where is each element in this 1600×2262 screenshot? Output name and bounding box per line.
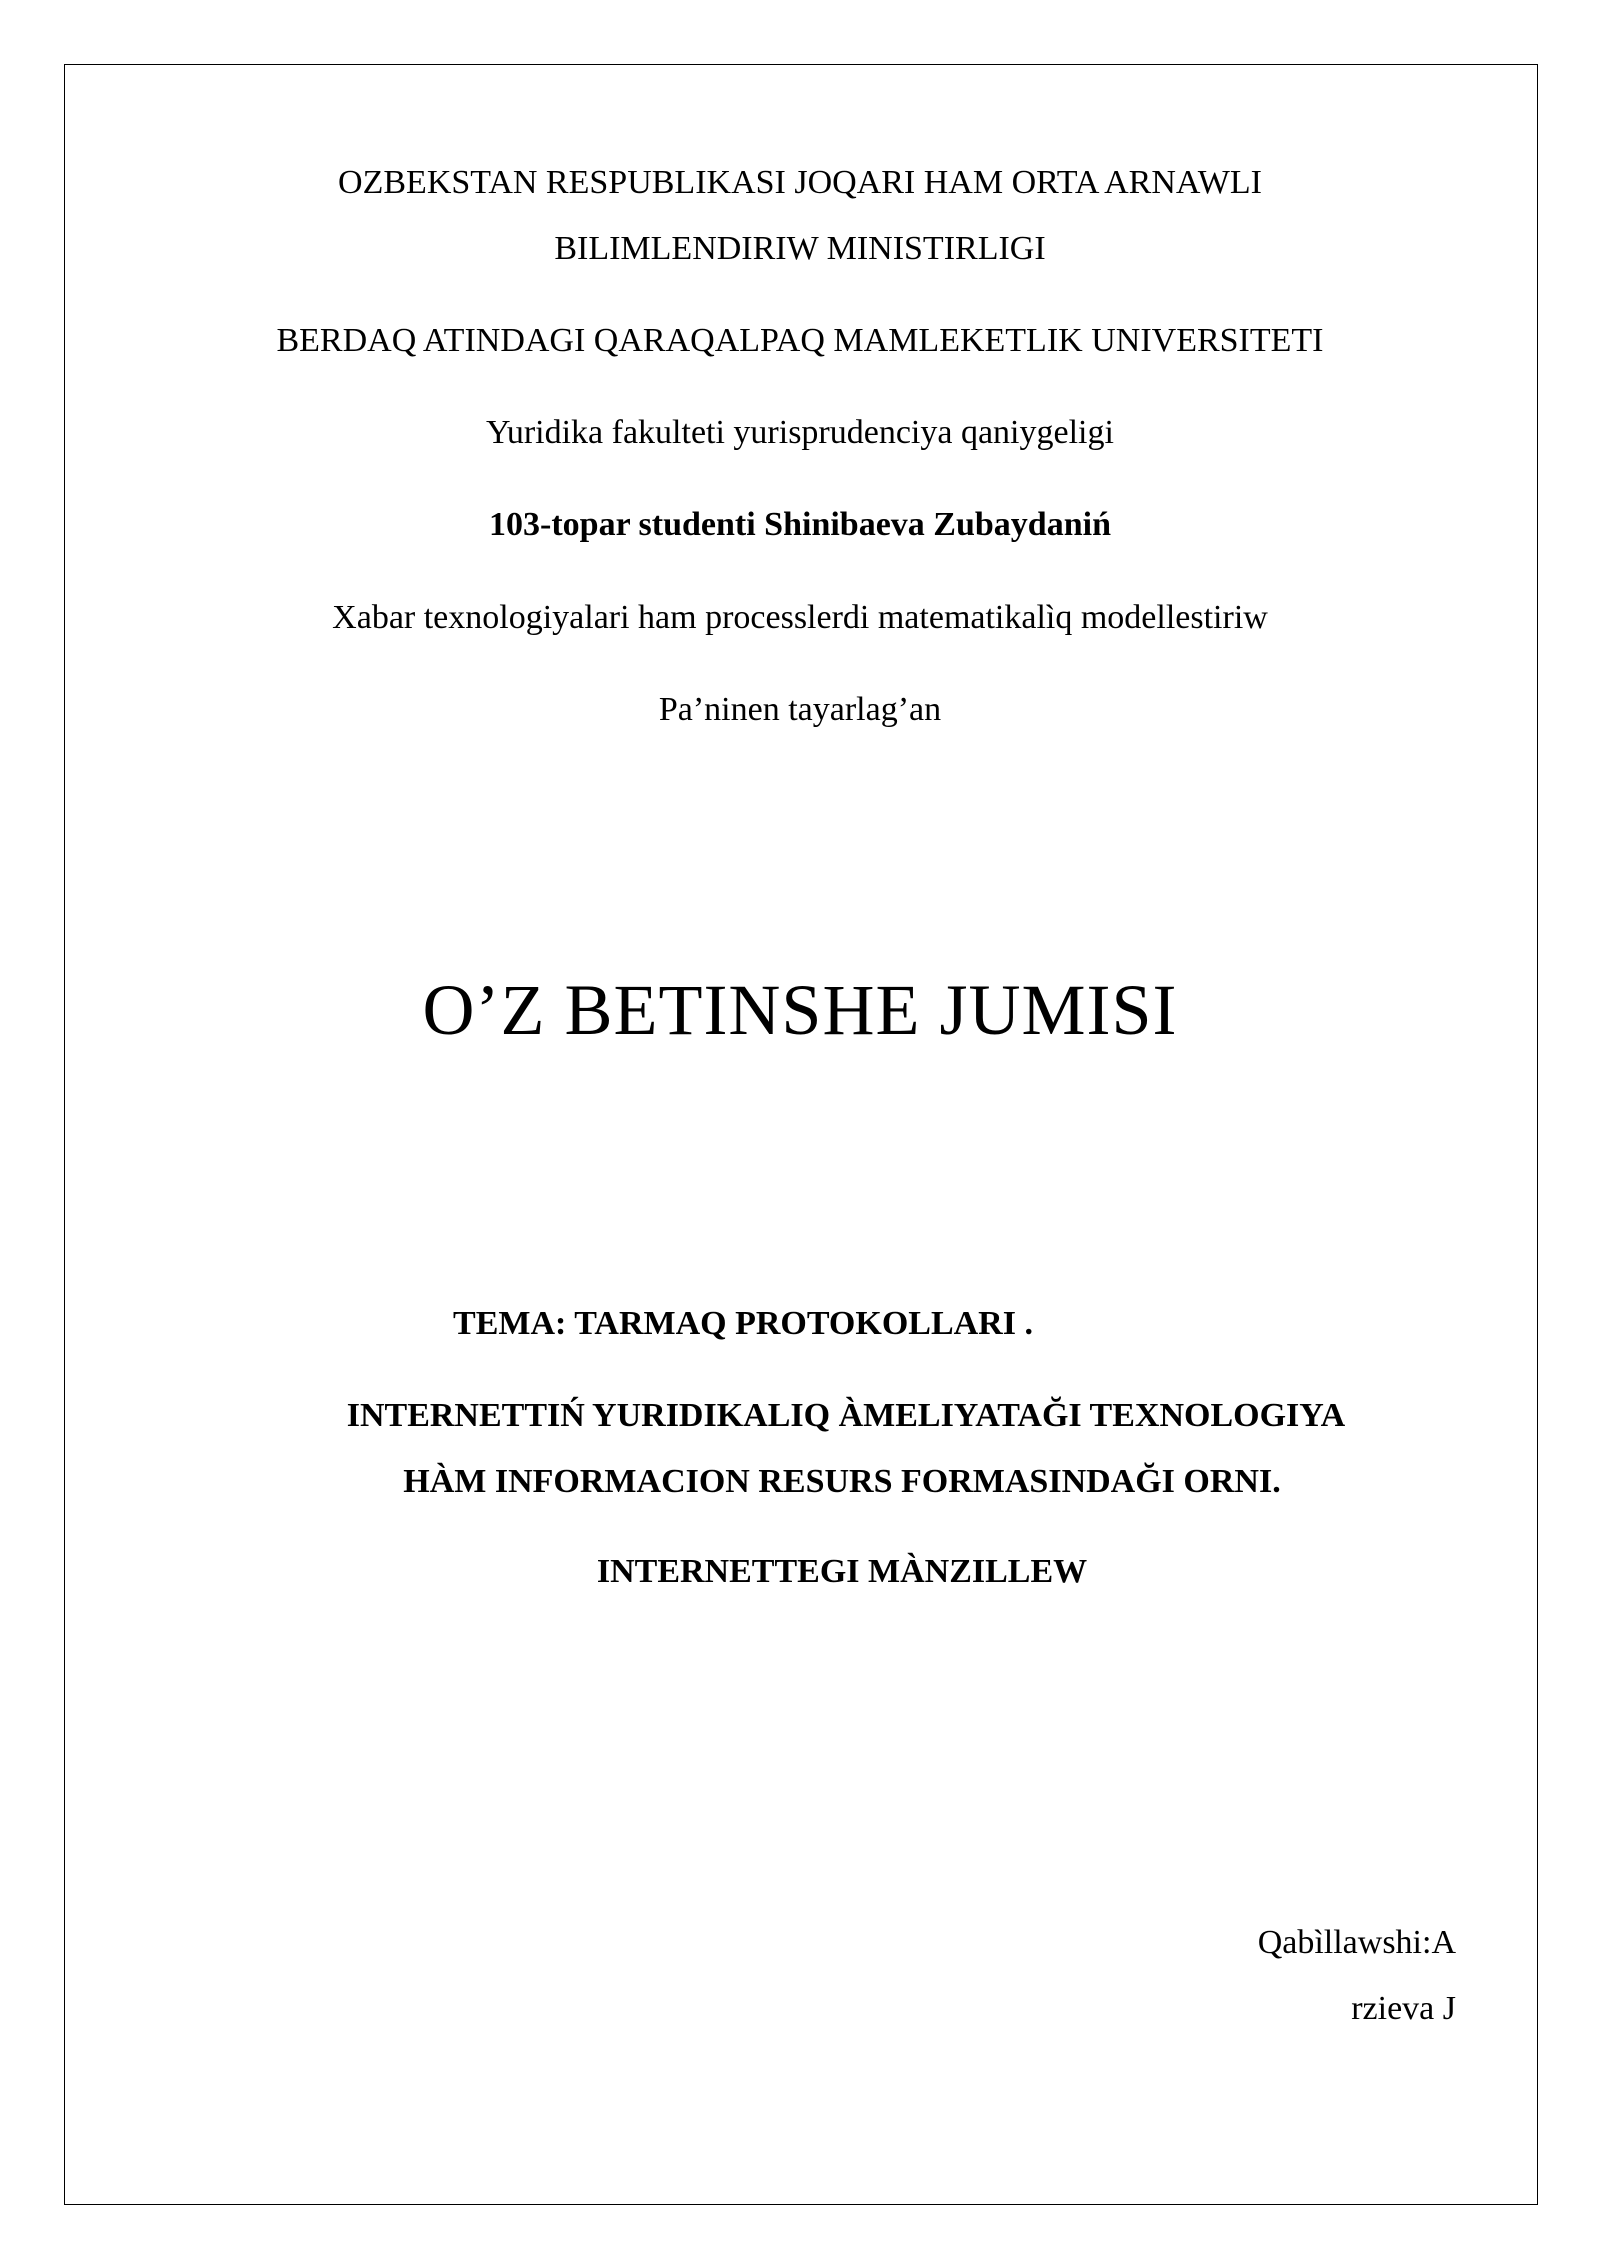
accepted-by-line-2: rzieva J bbox=[1351, 1990, 1456, 2027]
subject-line: Xabar texnologiyalari ham processlerdi matematikalìq modellestiriw bbox=[332, 599, 1268, 636]
topic-line-3: HÀM INFORMACION RESURS FORMASINDAĞI ORNI. bbox=[403, 1463, 1281, 1500]
accepted-by-line-1: Qabìllawshi:A bbox=[1257, 1924, 1456, 1961]
document-title: O’Z BETINSHE JUMISI bbox=[422, 970, 1178, 1050]
faculty-line: Yuridika fakulteti yurisprudenciya qaniygeligi bbox=[486, 414, 1114, 451]
topic-line-2: INTERNETTIŃ YURIDIKALIQ ÀMELIYATAĞI TEXNOLOGIYA bbox=[346, 1397, 1346, 1434]
student-line: 103-topar studenti Shinibaeva Zubaydaniń bbox=[489, 506, 1111, 543]
ministry-line-2: BILIMLENDIRIW MINISTIRLIGI bbox=[554, 230, 1046, 267]
university-name: BERDAQ ATINDAGI QARAQALPAQ MAMLEKETLIK UNIVERSITETI bbox=[276, 322, 1324, 359]
topic-line-4: INTERNETTEGI MÀNZILLEW bbox=[596, 1553, 1088, 1590]
prepared-line: Pa’ninen tayarlag’an bbox=[658, 691, 942, 728]
ministry-line-1: OZBEKSTAN RESPUBLIKASI JOQARI HAM ORTA ARNAWLI bbox=[338, 164, 1262, 201]
page-border bbox=[64, 64, 1538, 2205]
topic-line-1: TEMA: TARMAQ PROTOKOLLARI . bbox=[453, 1305, 1033, 1342]
